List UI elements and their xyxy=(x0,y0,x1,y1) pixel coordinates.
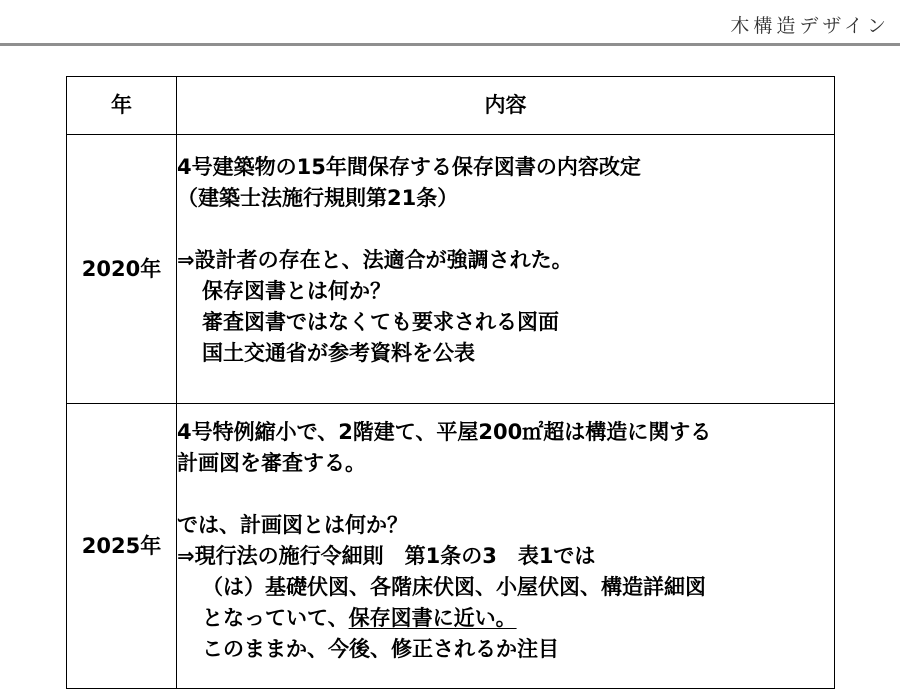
blank-line xyxy=(177,479,834,510)
content-line: ⇒設計者の存在と、法適合が強調された。 xyxy=(177,248,573,272)
content-line: 計画図を審査する。 xyxy=(177,451,366,475)
underlined-emphasis: 保存図書に近い。 xyxy=(348,606,517,630)
table-row xyxy=(67,135,835,404)
year-cell: 2020年 xyxy=(67,135,177,404)
content-cell xyxy=(177,404,835,689)
content-line: このままか、今後、修正されるか注目 xyxy=(202,637,559,661)
content-line: ⇒現行法の施行令細則 第1条の3 表1では xyxy=(177,544,596,568)
content-line: 保存図書とは何か？ xyxy=(202,279,391,303)
year-cell: 2025年 xyxy=(67,404,177,689)
content-line: （は）基礎伏図、各階床伏図、小屋伏図、構造詳細図 xyxy=(202,575,706,599)
table-header-row xyxy=(67,77,835,135)
content-cell xyxy=(177,135,835,404)
column-header-content: 内容 xyxy=(177,77,835,135)
content-line: 4号特例縮小で、2階建て、平屋200㎡超は構造に関する xyxy=(177,420,712,444)
content-line: 4号建築物の15年間保存する保存図書の内容改定 xyxy=(177,155,641,179)
content-line: 国土交通省が参考資料を公表 xyxy=(202,341,475,365)
column-header-year: 年 xyxy=(67,77,177,135)
content-line: 審査図書ではなくても要求される図面 xyxy=(202,310,559,334)
content-line: では、計画図とは何か？ xyxy=(177,513,408,537)
header-divider xyxy=(0,43,900,46)
content-text: となっていて、 xyxy=(202,606,349,630)
table-row xyxy=(67,404,835,689)
content-line-with-emphasis xyxy=(177,603,834,634)
revision-timeline-table xyxy=(66,76,835,689)
brand-logo-text: 木構造デザイン xyxy=(730,15,890,37)
content-line: （建築士法施行規則第21条） xyxy=(177,186,459,210)
blank-line xyxy=(177,214,834,245)
